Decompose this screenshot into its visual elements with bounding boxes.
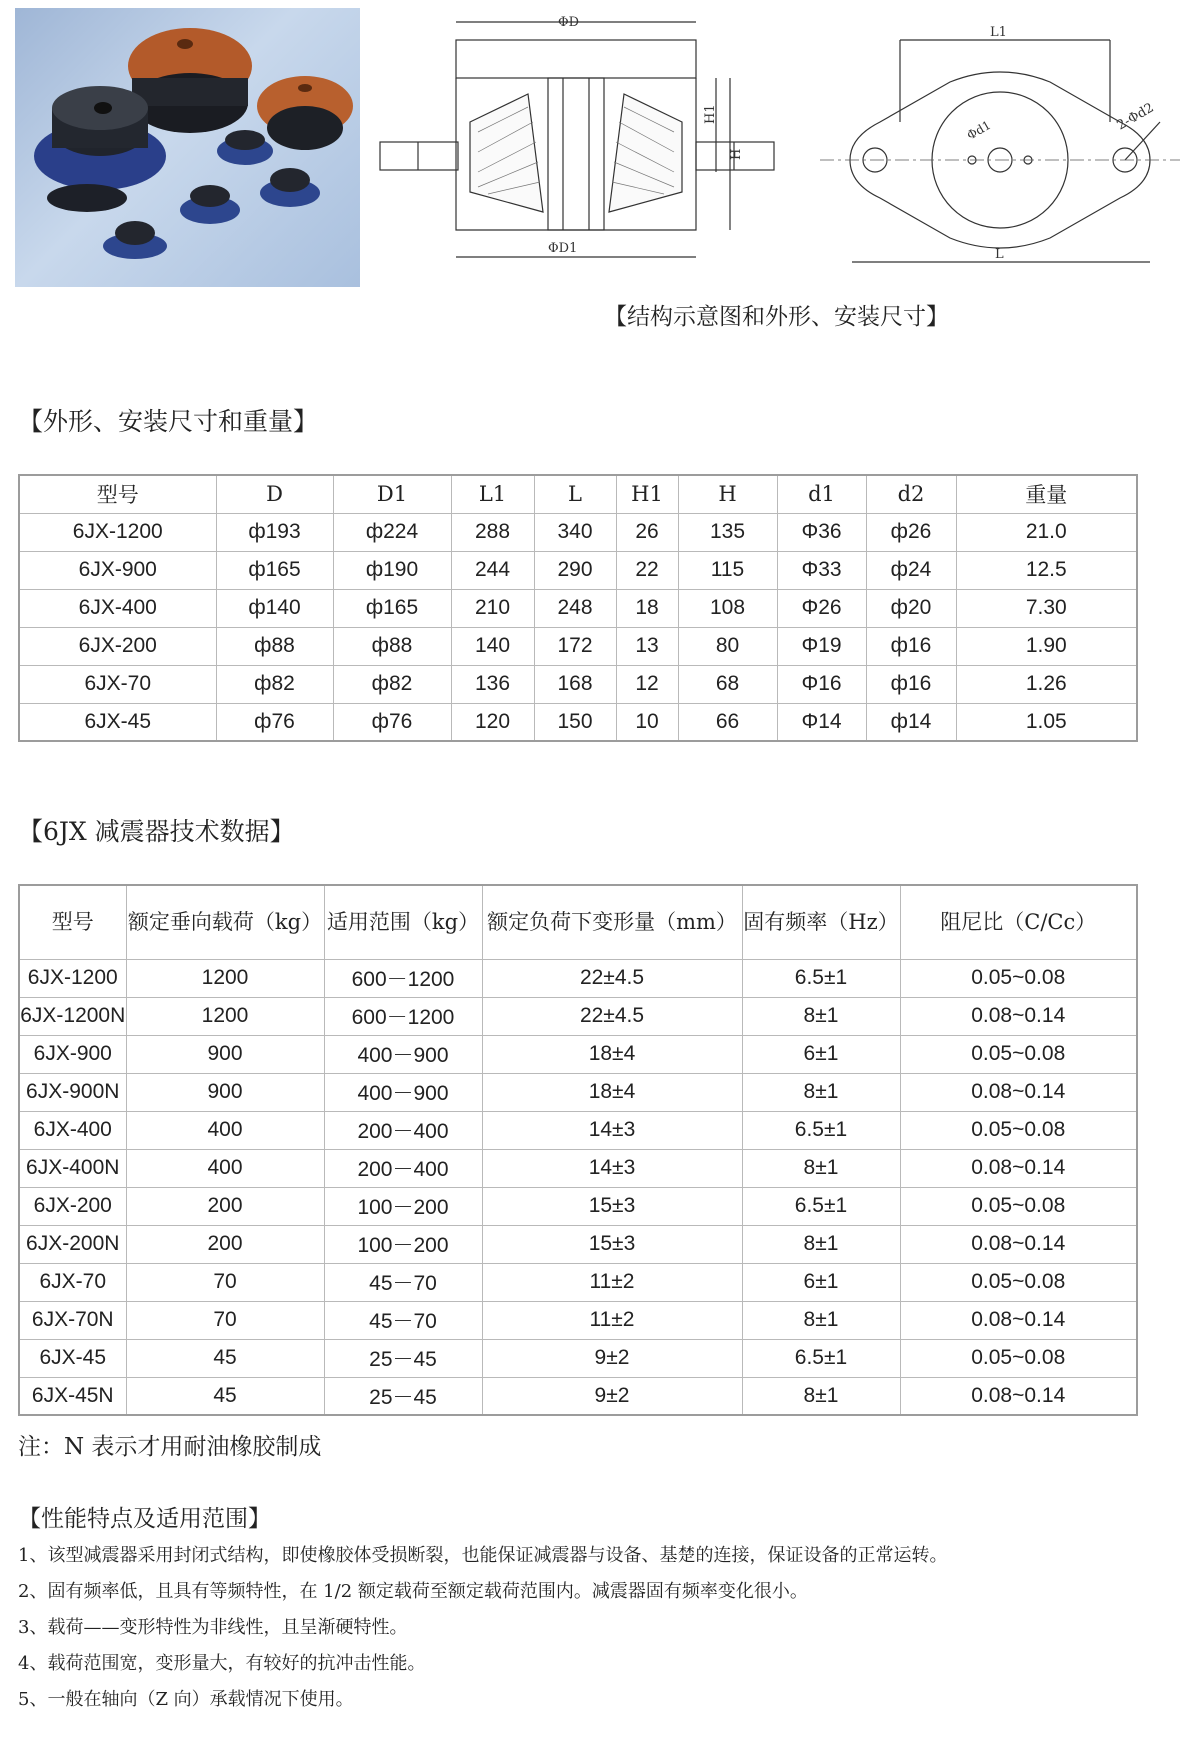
tech-cell: 8±1 [742, 1073, 900, 1111]
dimensions-cell: 1.05 [956, 703, 1137, 741]
tech-cell: 45 [126, 1377, 324, 1415]
table-row [19, 513, 1137, 551]
dimensions-header-cell: D1 [333, 475, 451, 513]
tech-cell: 0.05~0.08 [900, 1263, 1137, 1301]
dimensions-cell: ф193 [216, 513, 333, 551]
dimensions-cell: 136 [451, 665, 534, 703]
tech-cell: 0.05~0.08 [900, 1111, 1137, 1149]
dimensions-cell: Φ19 [777, 627, 866, 665]
tech-cell: 0.08~0.14 [900, 997, 1137, 1035]
table-row [19, 1149, 1137, 1187]
tech-cell: 45 [126, 1339, 324, 1377]
tech-cell: 0.05~0.08 [900, 959, 1137, 997]
tech-cell: 11±2 [482, 1301, 742, 1339]
tech-cell: 8±1 [742, 1377, 900, 1415]
tech-cell: 15±3 [482, 1225, 742, 1263]
tech-cell: 200－400 [324, 1149, 482, 1187]
dimensions-cell: Φ14 [777, 703, 866, 741]
dimensions-cell: 22 [616, 551, 678, 589]
tech-cell: 0.05~0.08 [900, 1035, 1137, 1073]
tech-cell: 600－1200 [324, 959, 482, 997]
tech-cell: 1200 [126, 997, 324, 1035]
tech-data-table [18, 884, 1138, 1416]
tech-cell: 600－1200 [324, 997, 482, 1035]
dimensions-cell: 7.30 [956, 589, 1137, 627]
tech-cell: 6JX-1200N [19, 997, 126, 1035]
tech-cell: 0.08~0.14 [900, 1225, 1137, 1263]
drawing-caption: 【结构示意图和外形、安装尺寸】 [604, 304, 949, 330]
dimensions-cell: 80 [678, 627, 777, 665]
dimensions-cell: 66 [678, 703, 777, 741]
dimensions-header-cell: 重量 [956, 475, 1137, 513]
table-row [19, 1111, 1137, 1149]
tech-cell: 200－400 [324, 1111, 482, 1149]
tech-cell: 0.08~0.14 [900, 1073, 1137, 1111]
label-phi-d1-small: Φd1 [964, 117, 994, 143]
tech-cell: 6.5±1 [742, 1339, 900, 1377]
dimensions-cell: 135 [678, 513, 777, 551]
dimensions-title: 【外形、安装尺寸和重量】 [18, 407, 319, 436]
dimensions-cell: ф224 [333, 513, 451, 551]
table-row [19, 627, 1137, 665]
feature-item-1: 1、该型减震器采用封闭式结构，即使橡胶体受损断裂，也能保证减震器与设备、基楚的连接，保证设备的正常运转。 [18, 1545, 948, 1566]
tech-cell: 200 [126, 1225, 324, 1263]
dimensions-header-row [19, 475, 1137, 513]
label-h: H [729, 148, 744, 160]
dimensions-header-cell: d1 [777, 475, 866, 513]
tech-cell: 6.5±1 [742, 1187, 900, 1225]
dimensions-cell: 150 [534, 703, 616, 741]
tech-header-cell: 阻尼比（C/Cc） [900, 885, 1137, 959]
tech-header-row [19, 885, 1137, 959]
tech-cell: 100－200 [324, 1225, 482, 1263]
tech-cell: 6JX-400 [19, 1111, 126, 1149]
table-row [19, 1035, 1137, 1073]
dimensions-cell: 6JX-1200 [19, 513, 216, 551]
dimensions-cell: 10 [616, 703, 678, 741]
tech-cell: 6.5±1 [742, 959, 900, 997]
dimensions-cell: 168 [534, 665, 616, 703]
tech-cell: 6JX-200 [19, 1187, 126, 1225]
dimensions-cell: 108 [678, 589, 777, 627]
tech-cell: 9±2 [482, 1377, 742, 1415]
dimensions-cell: Φ16 [777, 665, 866, 703]
tech-cell: 18±4 [482, 1073, 742, 1111]
label-phi-d1: ΦD1 [548, 241, 578, 256]
dimensions-header-cell: H1 [616, 475, 678, 513]
tech-cell: 70 [126, 1301, 324, 1339]
feature-item-4: 4、载荷范围宽，变形量大，有较好的抗冲击性能。 [18, 1653, 426, 1674]
dimensions-cell: 6JX-900 [19, 551, 216, 589]
dimensions-cell: 68 [678, 665, 777, 703]
tech-cell: 0.08~0.14 [900, 1301, 1137, 1339]
dimensions-cell: ф14 [866, 703, 956, 741]
tech-cell: 100－200 [324, 1187, 482, 1225]
dimensions-cell: ф190 [333, 551, 451, 589]
tech-cell: 900 [126, 1073, 324, 1111]
tech-cell: 25－45 [324, 1339, 482, 1377]
tech-note: 注：N 表示才用耐油橡胶制成 [18, 1434, 322, 1460]
dimensions-cell: ф140 [216, 589, 333, 627]
table-row [19, 1187, 1137, 1225]
tech-cell: 6JX-900 [19, 1035, 126, 1073]
feature-item-3: 3、载荷——变形特性为非线性，且呈渐硬特性。 [18, 1617, 408, 1638]
table-row [19, 959, 1137, 997]
tech-header-cell: 适用范围（kg） [324, 885, 482, 959]
tech-cell: 14±3 [482, 1111, 742, 1149]
tech-cell: 11±2 [482, 1263, 742, 1301]
plan-view-drawing [820, 12, 1180, 272]
dimensions-cell: 26 [616, 513, 678, 551]
rubber-mount-product-photo-icon [15, 8, 360, 287]
tech-cell: 45－70 [324, 1301, 482, 1339]
dimensions-cell: ф88 [333, 627, 451, 665]
dimensions-cell: 21.0 [956, 513, 1137, 551]
tech-cell: 45－70 [324, 1263, 482, 1301]
table-row [19, 997, 1137, 1035]
table-row [19, 1377, 1137, 1415]
dimensions-cell: 6JX-45 [19, 703, 216, 741]
tech-header-cell: 额定负荷下变形量（mm） [482, 885, 742, 959]
tech-cell: 6JX-900N [19, 1073, 126, 1111]
dimensions-cell: 290 [534, 551, 616, 589]
dimensions-cell: 6JX-70 [19, 665, 216, 703]
dimensions-cell: ф165 [333, 589, 451, 627]
dimensions-cell: 340 [534, 513, 616, 551]
tech-cell: 6JX-70N [19, 1301, 126, 1339]
tech-header-cell: 额定垂向载荷（kg） [126, 885, 324, 959]
dimensions-cell: 12 [616, 665, 678, 703]
label-l1: L1 [990, 25, 1007, 40]
dimensions-cell: Φ33 [777, 551, 866, 589]
tech-cell: 14±3 [482, 1149, 742, 1187]
tech-cell: 0.08~0.14 [900, 1377, 1137, 1415]
dimensions-header-cell: H [678, 475, 777, 513]
dimensions-cell: ф76 [216, 703, 333, 741]
dimensions-cell: 18 [616, 589, 678, 627]
table-row [19, 1339, 1137, 1377]
table-row [19, 1073, 1137, 1111]
dimensions-header-cell: D [216, 475, 333, 513]
dimensions-cell: Φ26 [777, 589, 866, 627]
tech-cell: 400－900 [324, 1073, 482, 1111]
label-2-phi-d2: 2-Φd2 [1114, 100, 1157, 134]
tech-cell: 6JX-200N [19, 1225, 126, 1263]
dimensions-cell: 115 [678, 551, 777, 589]
tech-cell: 6JX-45 [19, 1339, 126, 1377]
tech-cell: 6JX-400N [19, 1149, 126, 1187]
dimensions-cell: 172 [534, 627, 616, 665]
dimensions-table [18, 474, 1138, 742]
table-row [19, 665, 1137, 703]
table-row [19, 703, 1137, 741]
tech-cell: 6±1 [742, 1263, 900, 1301]
tech-cell: 15±3 [482, 1187, 742, 1225]
table-row [19, 1301, 1137, 1339]
dimensions-cell: ф165 [216, 551, 333, 589]
tech-cell: 6JX-70 [19, 1263, 126, 1301]
dimensions-header-cell: d2 [866, 475, 956, 513]
dimensions-header-cell: L [534, 475, 616, 513]
tech-cell: 0.05~0.08 [900, 1187, 1137, 1225]
tech-cell: 0.05~0.08 [900, 1339, 1137, 1377]
tech-cell: 18±4 [482, 1035, 742, 1073]
dimensions-cell: ф82 [216, 665, 333, 703]
label-h1: H1 [703, 104, 718, 124]
tech-cell: 1200 [126, 959, 324, 997]
dimensions-cell: 244 [451, 551, 534, 589]
tech-cell: 6±1 [742, 1035, 900, 1073]
dimensions-cell: ф82 [333, 665, 451, 703]
dimensions-cell: ф76 [333, 703, 451, 741]
tech-cell: 900 [126, 1035, 324, 1073]
dimensions-cell: 1.90 [956, 627, 1137, 665]
tech-cell: 22±4.5 [482, 997, 742, 1035]
table-row [19, 589, 1137, 627]
feature-item-5: 5、一般在轴向（Z 向）承载情况下使用。 [18, 1689, 354, 1710]
tech-cell: 400－900 [324, 1035, 482, 1073]
tech-cell: 8±1 [742, 1149, 900, 1187]
dimensions-cell: 140 [451, 627, 534, 665]
label-l: L [995, 247, 1004, 262]
dimensions-cell: ф16 [866, 627, 956, 665]
features-title: 【性能特点及适用范围】 [18, 1506, 271, 1532]
tech-cell: 25－45 [324, 1377, 482, 1415]
cross-section-drawing [378, 12, 778, 272]
tech-cell: 8±1 [742, 1301, 900, 1339]
label-phi-d: ΦD [558, 15, 580, 30]
tech-cell: 6.5±1 [742, 1111, 900, 1149]
dimensions-cell: 210 [451, 589, 534, 627]
dimensions-cell: 288 [451, 513, 534, 551]
dimensions-cell: ф24 [866, 551, 956, 589]
tech-cell: 400 [126, 1111, 324, 1149]
feature-item-2: 2、固有频率低，且具有等频特性，在 1/2 额定载荷至额定载荷范围内。减震器固有频率变化很小。 [18, 1581, 808, 1602]
dimensions-cell: 248 [534, 589, 616, 627]
dimensions-header-cell: 型号 [19, 475, 216, 513]
tech-header-cell: 固有频率（Hz） [742, 885, 900, 959]
dimensions-header-cell: L1 [451, 475, 534, 513]
dimensions-cell: Φ36 [777, 513, 866, 551]
tech-cell: 6JX-1200 [19, 959, 126, 997]
dimensions-cell: ф88 [216, 627, 333, 665]
dimensions-cell: 1.26 [956, 665, 1137, 703]
dimensions-cell: ф26 [866, 513, 956, 551]
tech-cell: 0.08~0.14 [900, 1149, 1137, 1187]
tech-cell: 200 [126, 1187, 324, 1225]
tech-cell: 70 [126, 1263, 324, 1301]
dimensions-cell: ф20 [866, 589, 956, 627]
tech-cell: 400 [126, 1149, 324, 1187]
product-photo [15, 8, 360, 287]
tech-title: 【6JX 减震器技术数据】 [18, 817, 295, 846]
dimensions-cell: ф16 [866, 665, 956, 703]
table-row [19, 1225, 1137, 1263]
dimensions-cell: 120 [451, 703, 534, 741]
dimensions-cell: 6JX-400 [19, 589, 216, 627]
tech-cell: 6JX-45N [19, 1377, 126, 1415]
table-row [19, 551, 1137, 589]
table-row [19, 1263, 1137, 1301]
tech-cell: 8±1 [742, 997, 900, 1035]
tech-header-cell: 型号 [19, 885, 126, 959]
tech-cell: 22±4.5 [482, 959, 742, 997]
dimensions-cell: 6JX-200 [19, 627, 216, 665]
dimensions-cell: 12.5 [956, 551, 1137, 589]
dimensions-cell: 13 [616, 627, 678, 665]
tech-cell: 9±2 [482, 1339, 742, 1377]
tech-cell: 8±1 [742, 1225, 900, 1263]
